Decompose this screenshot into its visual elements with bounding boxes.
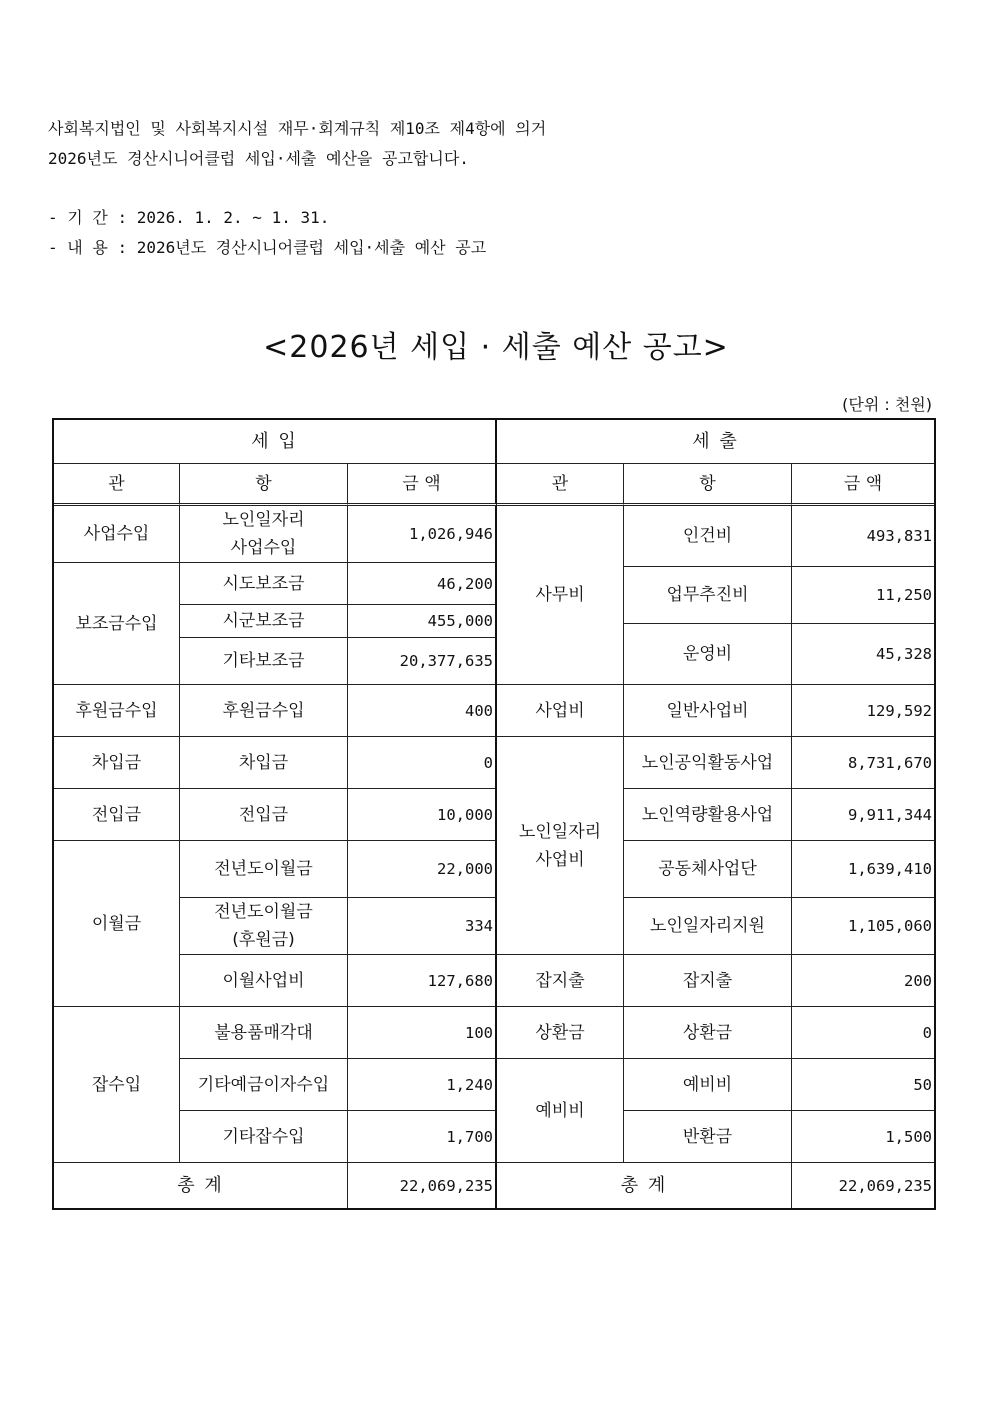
page-title: <2026년 세입 · 세출 예산 공고> — [263, 330, 729, 365]
expense-amount: 8,731,670 — [792, 737, 934, 789]
revenue-amount: 10,000 — [348, 789, 497, 841]
revenue-amount: 400 — [348, 685, 497, 737]
revenue-hang-label: 기타예금이자수입 — [180, 1059, 348, 1111]
expense-amount: 493,831 — [792, 506, 934, 567]
revenue-amount: 1,700 — [348, 1111, 497, 1163]
revenue-amount: 20,377,635 — [348, 638, 497, 685]
intro-text — [48, 114, 546, 263]
expense-hang-label: 인건비 — [624, 506, 792, 567]
intro-period: - 기 간 : 2026. 1. 2. ~ 1. 31. — [48, 208, 330, 227]
col-hang-revenue: 항 — [180, 464, 348, 506]
expense-amount: 1,105,060 — [792, 898, 934, 955]
revenue-amount: 127,680 — [348, 955, 497, 1007]
expense-amount: 11,250 — [792, 567, 934, 624]
expense-amount: 9,911,344 — [792, 789, 934, 841]
revenue-total-amount: 22,069,235 — [348, 1163, 497, 1208]
unit-label: (단위 : 천원) — [842, 395, 932, 414]
revenue-total-label: 총 계 — [54, 1163, 348, 1208]
revenue-hang-label: 사업수입 — [230, 538, 297, 558]
expense-gwan-label: 노인일자리 — [518, 821, 602, 842]
revenue-amount: 46,200 — [348, 563, 497, 605]
revenue-hang-label: 불용품매각대 — [180, 1007, 348, 1059]
intro-content: - 내 용 : 2026년도 경산시니어클럽 세입·세출 예산 공고 — [48, 238, 487, 257]
expense-gwan-japji: 잡지출 — [497, 955, 624, 1007]
revenue-hang-label: 시도보조금 — [180, 563, 348, 605]
revenue-gwan-chaip: 차입금 — [54, 737, 180, 789]
expense-hang-label: 노인공익활동사업 — [624, 737, 792, 789]
expense-header: 세 출 — [497, 420, 934, 464]
intro-line-1: 사회복지법인 및 사회복지시설 재무·회계규칙 제10조 제4항에 의거 — [48, 119, 547, 138]
revenue-hang-label: 전년도이월금 — [180, 841, 348, 898]
revenue-hang-cell — [180, 506, 348, 563]
expense-total-amount: 22,069,235 — [838, 1176, 932, 1195]
revenue-hang-label: 후원금수입 — [180, 685, 348, 737]
revenue-hang-label: 이월사업비 — [180, 955, 348, 1007]
expense-gwan-noin — [497, 737, 624, 955]
expense-hang-label: 반환금 — [624, 1111, 792, 1163]
expense-amount: 45,328 — [792, 624, 934, 685]
revenue-amount: 22,000 — [348, 841, 497, 898]
revenue-gwan-huwon: 후원금수입 — [54, 685, 180, 737]
revenue-hang-cell — [180, 898, 348, 955]
revenue-hang-label: 기타잡수입 — [180, 1111, 348, 1163]
expense-hang-label: 상환금 — [624, 1007, 792, 1059]
revenue-header: 세 입 — [54, 420, 497, 464]
revenue-gwan-jeonip: 전입금 — [54, 789, 180, 841]
revenue-hang-label: 전입금 — [180, 789, 348, 841]
revenue-hang-label: 차입금 — [180, 737, 348, 789]
revenue-amount: 0 — [348, 737, 497, 789]
budget-table — [52, 418, 936, 1210]
revenue-hang-label: 시군보조금 — [180, 605, 348, 638]
col-amount-expense: 금 액 — [792, 464, 934, 506]
expense-gwan-sanghwan: 상환금 — [497, 1007, 624, 1059]
expense-amount: 1,639,410 — [792, 841, 934, 898]
expense-hang-label: 운영비 — [624, 624, 792, 685]
expense-gwan-samu: 사무비 — [497, 506, 624, 685]
expense-hang-label: 일반사업비 — [624, 685, 792, 737]
expense-amount: 50 — [792, 1059, 934, 1111]
expense-hang-label: 노인역량활용사업 — [624, 789, 792, 841]
expense-total-label: 총 계 — [497, 1163, 792, 1208]
expense-gwan-saeopbi: 사업비 — [497, 685, 624, 737]
expense-hang-label: 잡지출 — [624, 955, 792, 1007]
expense-amount: 129,592 — [792, 685, 934, 737]
revenue-gwan-bojo: 보조금수입 — [54, 563, 180, 685]
expense-amount: 1,500 — [792, 1111, 934, 1163]
expense-hang-label: 예비비 — [624, 1059, 792, 1111]
revenue-hang-label: 노인일자리 — [222, 510, 305, 530]
expense-gwan-label: 사업비 — [535, 849, 585, 870]
col-gwan-expense: 관 — [497, 464, 624, 506]
revenue-amount: 100 — [348, 1007, 497, 1059]
expense-gwan-yebi: 예비비 — [497, 1059, 624, 1163]
revenue-amount: 1,026,946 — [348, 506, 497, 563]
col-amount-revenue: 금 액 — [348, 464, 497, 506]
revenue-hang-label: 전년도이월금 — [214, 902, 313, 922]
revenue-gwan-jap: 잡수입 — [54, 1007, 180, 1163]
revenue-gwan-iwol: 이월금 — [54, 841, 180, 1007]
intro-line-2: 2026년도 경산시니어클럽 세입·세출 예산을 공고합니다. — [48, 149, 469, 168]
expense-amount: 0 — [792, 1007, 934, 1059]
revenue-hang-label: 기타보조금 — [180, 638, 348, 685]
revenue-amount: 455,000 — [348, 605, 497, 638]
col-gwan-revenue: 관 — [54, 464, 180, 506]
revenue-hang-label: (후원금) — [232, 930, 295, 950]
expense-hang-label: 공동체사업단 — [624, 841, 792, 898]
col-hang-expense: 항 — [624, 464, 792, 506]
revenue-amount: 334 — [348, 898, 497, 955]
expense-hang-label: 노인일자리지원 — [624, 898, 792, 955]
revenue-amount: 1,240 — [348, 1059, 497, 1111]
expense-amount: 200 — [792, 955, 934, 1007]
expense-hang-label: 업무추진비 — [624, 567, 792, 624]
revenue-gwan-saeop: 사업수입 — [54, 506, 180, 563]
